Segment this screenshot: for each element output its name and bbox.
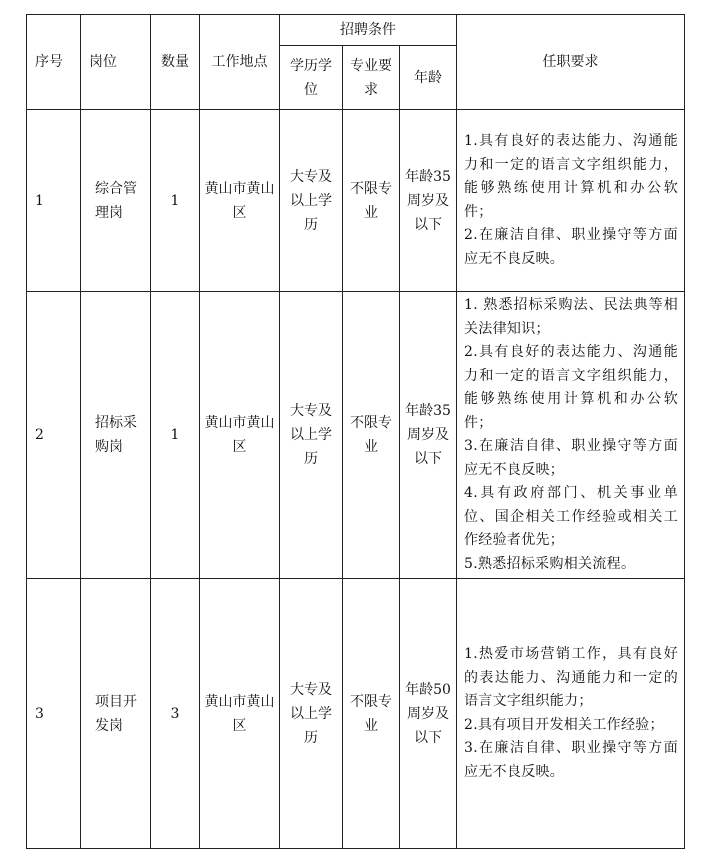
row-major: 不限专业 (343, 292, 400, 579)
row-education: 大专及以上学历 (280, 292, 343, 579)
row-position: 项目开发岗 (81, 579, 151, 849)
header-row-top (27, 15, 685, 46)
recruitment-table (26, 14, 685, 849)
row-requirements (457, 110, 685, 292)
row-location: 黄山市黄山区 (200, 579, 280, 849)
requirement-item: 2.具有项目开发相关工作经验； (464, 716, 664, 733)
header-major: 专业要求 (343, 46, 400, 110)
table-row (27, 292, 685, 579)
row-count: 1 (151, 292, 200, 579)
row-major: 不限专业 (343, 110, 400, 292)
row-age: 年龄35周岁及以下 (400, 292, 457, 579)
row-age: 年龄35周岁及以下 (400, 110, 457, 292)
row-major: 不限专业 (343, 579, 400, 849)
row-position: 招标采购岗 (81, 292, 151, 579)
requirement-item: 2.在廉洁自律、职业操守等方面应无不良反映。 (464, 227, 678, 267)
header-age: 年龄 (400, 46, 457, 110)
requirement-item: 3.在廉洁自律、职业操守等方面应无不良反映。 (464, 740, 678, 780)
header-count: 数量 (151, 15, 200, 110)
requirement-item: 4.具有政府部门、机关事业单位、国企相关工作经验或相关工作经验者优先； (464, 485, 678, 548)
row-age: 年龄50周岁及以下 (400, 579, 457, 849)
requirement-item: 5.熟悉招标采购相关流程。 (464, 555, 636, 572)
row-index: 3 (27, 579, 81, 849)
row-requirements (457, 292, 685, 579)
header-requirements: 任职要求 (457, 15, 685, 110)
row-location: 黄山市黄山区 (200, 110, 280, 292)
requirement-item: 2.具有良好的表达能力、沟通能力和一定的语言文字组织能力，能够熟练使用计算机和办公软件； (464, 344, 678, 431)
table-row (27, 110, 685, 292)
row-location: 黄山市黄山区 (200, 292, 280, 579)
row-count: 3 (151, 579, 200, 849)
requirement-item: 1. 熟悉招标采购法、民法典等相关法律知识； (464, 297, 678, 337)
row-count: 1 (151, 110, 200, 292)
table-row (27, 579, 685, 849)
requirement-item: 3.在廉洁自律、职业操守等方面应无不良反映； (464, 438, 678, 478)
requirement-item: 1.具有良好的表达能力、沟通能力和一定的语言文字组织能力，能够熟练使用计算机和办公软件； (464, 133, 678, 220)
row-index: 1 (27, 110, 81, 292)
row-education: 大专及以上学历 (280, 579, 343, 849)
row-position: 综合管理岗 (81, 110, 151, 292)
header-index: 序号 (27, 15, 81, 110)
row-index: 2 (27, 292, 81, 579)
row-requirements (457, 579, 685, 849)
header-location: 工作地点 (200, 15, 280, 110)
header-conditions: 招聘条件 (280, 15, 457, 46)
header-position: 岗位 (81, 15, 151, 110)
row-education: 大专及以上学历 (280, 110, 343, 292)
header-education: 学历学位 (280, 46, 343, 110)
requirement-item: 1.热爱市场营销工作，具有良好的表达能力、沟通能力和一定的语言文字组织能力； (464, 646, 678, 709)
